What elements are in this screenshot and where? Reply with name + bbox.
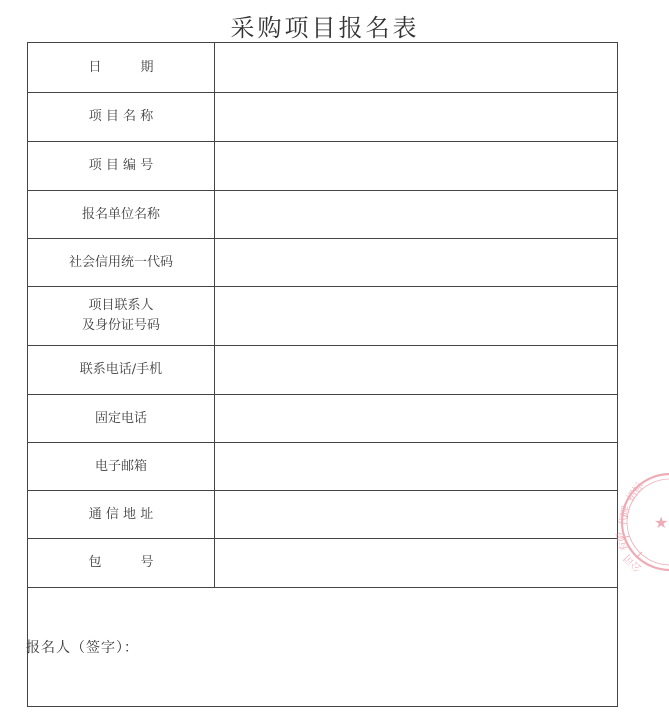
phone-mobile-field[interactable]	[215, 346, 618, 395]
email-label: 电子邮箱	[28, 443, 215, 491]
form-row-phone-mobile	[28, 346, 618, 395]
form-row-contact-id	[28, 287, 618, 346]
project-name-field[interactable]	[215, 93, 618, 142]
seal-text-1: 招标	[625, 481, 646, 504]
contact-id-field[interactable]	[215, 287, 618, 346]
address-field[interactable]	[215, 491, 618, 539]
contact-id-label: 项目联系人 及身份证号码	[28, 287, 215, 346]
official-seal-stamp	[614, 462, 669, 582]
seal-text-3: 有限	[615, 529, 631, 553]
company-name-field[interactable]	[215, 191, 618, 239]
email-field[interactable]	[215, 443, 618, 491]
address-label: 通 信 地 址	[28, 491, 215, 539]
project-name-label: 项 目 名 称	[28, 93, 215, 142]
phone-mobile-label: 联系电话/手机	[28, 346, 215, 395]
form-row-signature	[28, 588, 618, 707]
seal-star-icon: ★	[654, 513, 669, 532]
form-row-company-name	[28, 191, 618, 239]
project-number-field[interactable]	[215, 142, 618, 191]
seal-text-4: 公司	[622, 551, 645, 574]
form-row-package-number	[28, 539, 618, 588]
package-number-label: 包 号	[28, 539, 215, 588]
form-row-address	[28, 491, 618, 539]
form-row-date	[28, 43, 618, 93]
form-row-email	[28, 443, 618, 491]
form-row-project-name	[28, 93, 618, 142]
project-number-label: 项 目 编 号	[28, 142, 215, 191]
credit-code-field[interactable]	[215, 239, 618, 287]
company-name-label: 报名单位名称	[28, 191, 215, 239]
landline-field[interactable]	[215, 395, 618, 443]
credit-code-label: 社会信用统一代码	[28, 239, 215, 287]
signature-label: 报名人（签字）：	[26, 640, 139, 656]
form-row-landline	[28, 395, 618, 443]
package-number-field[interactable]	[215, 539, 618, 588]
date-label: 日 期	[28, 43, 215, 93]
registration-form-table	[27, 42, 618, 707]
signature-field[interactable]	[28, 588, 618, 707]
seal-text-2: 代理	[618, 504, 633, 527]
landline-label: 固定电话	[28, 395, 215, 443]
document-title: 采购项目报名表	[230, 14, 420, 42]
date-field[interactable]	[215, 43, 618, 93]
form-row-credit-code	[28, 239, 618, 287]
form-row-project-number	[28, 142, 618, 191]
